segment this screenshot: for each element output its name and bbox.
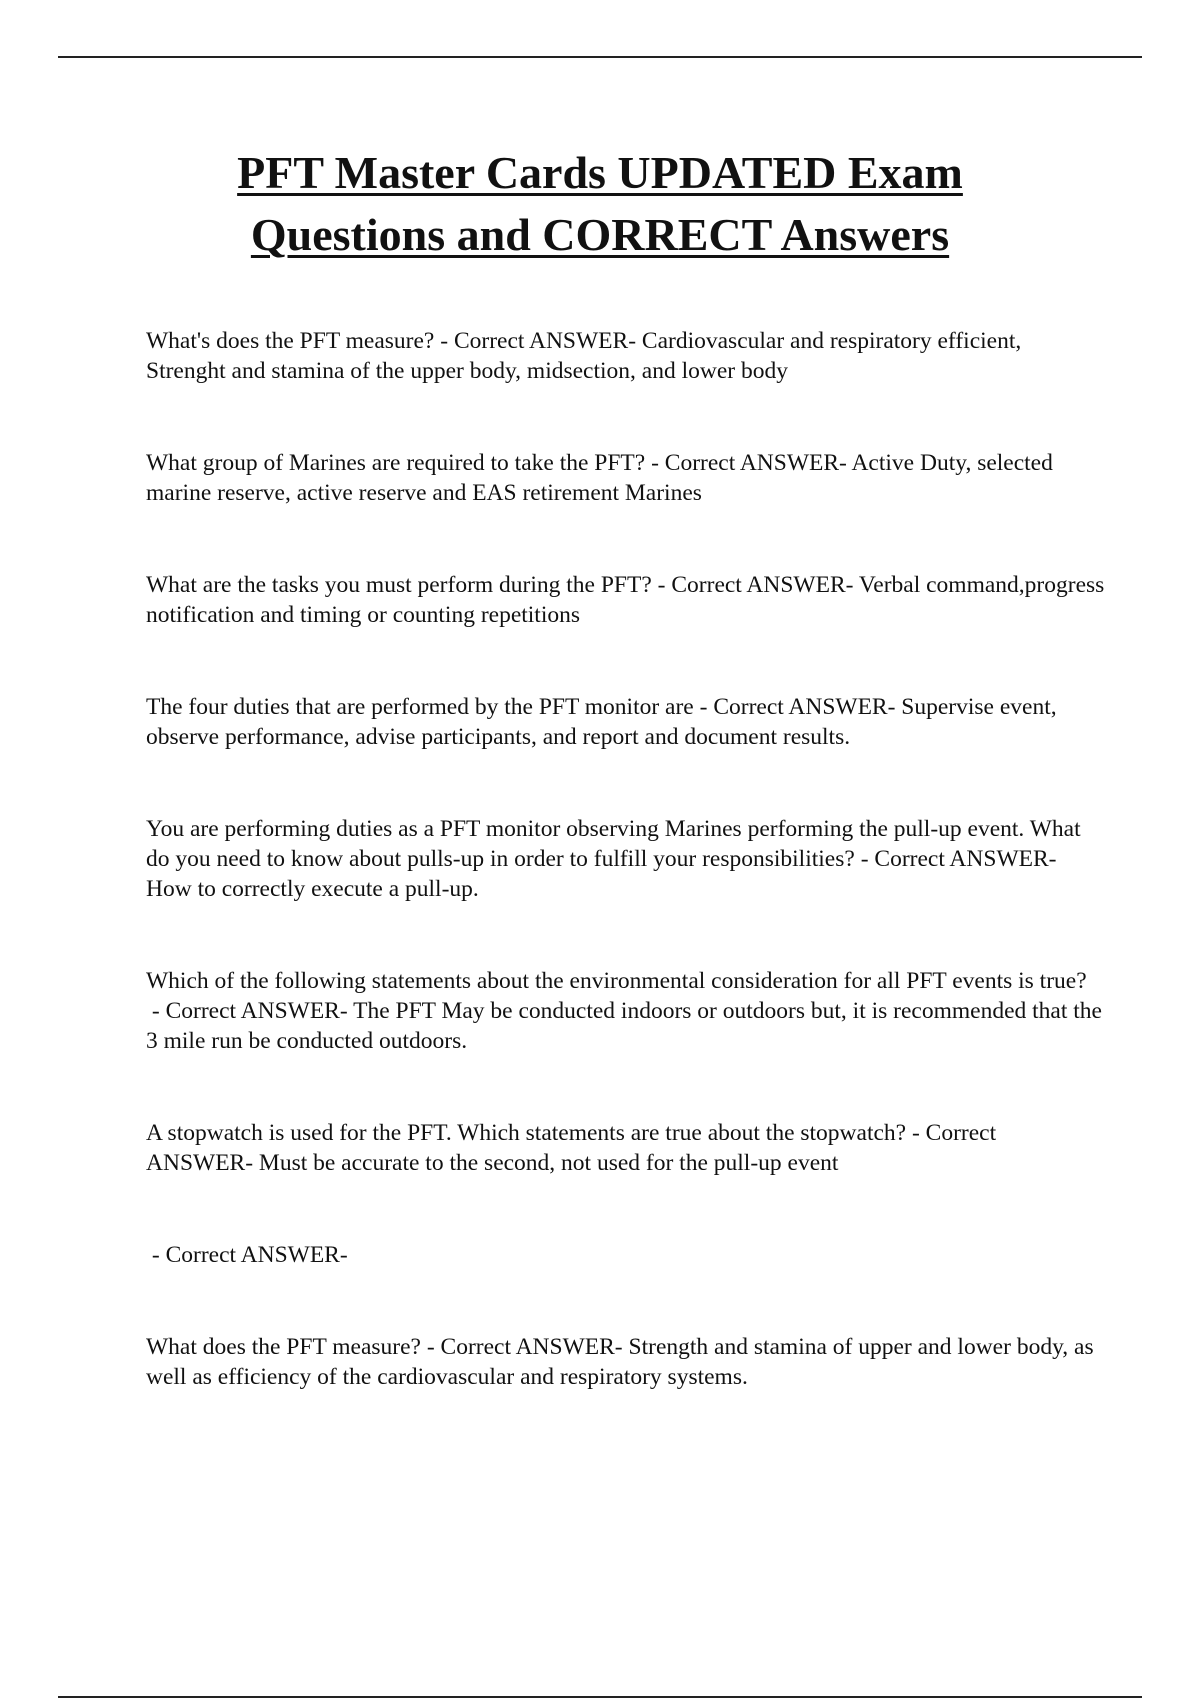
question-text: What are the tasks you must perform during the PFT? [146,572,652,598]
answer-label: Correct ANSWER- [664,450,852,476]
separator: - [420,1334,441,1360]
answer-text: Strength and stamina of upper and lower body, as well as efficiency of the cardiovascular and respiratory systems. [146,1334,1094,1390]
question-text: What does the PFT measure? [146,1334,421,1360]
qa-item-1 [146,326,1106,386]
answer-label: Correct ANSWER- [440,1334,629,1360]
question-text: A stopwatch is used for the PFT. Which statements are true about the stopwatch? [146,1120,907,1146]
qa-item-6 [146,966,1106,1056]
answer-text: Supervise event, observe performance, advise participants, and report and document results. [146,694,1057,750]
separator: - [651,572,672,598]
question-text: Which of the following statements about the environmental consideration for all PFT events is true? [146,968,1087,994]
answer-text: The PFT May be conducted indoors or outdoors but, it is recommended that the 3 mile run be conducted outdoors. [146,998,1102,1054]
answer-label: Correct ANSWER- [146,1120,997,1176]
question-text: What group of Marines are required to take the PFT? [146,450,646,476]
title-line-1: PFT Master Cards UPDATED Exam [237,147,963,198]
header-rule [58,56,1142,58]
separator: - [906,1120,926,1146]
separator: - [434,328,454,354]
qa-item-3 [146,570,1106,630]
separator: - [146,1242,166,1268]
qa-list [146,326,1106,1454]
answer-label: Correct ANSWER- [671,572,859,598]
answer-text: Verbal command,progress notification and timing or counting repetitions [146,572,1105,628]
question-text: You are performing duties as a PFT monitor observing Marines performing the pull-up event. What do you need to know about pulls-up in order to fulfill your responsibilities? [146,816,1081,872]
question-text: The four duties that are performed by the PFT monitor are [146,694,694,720]
answer-label: Correct ANSWER- [874,846,1057,872]
answer-text: Active Duty, selected marine reserve, active reserve and EAS retirement Marines [146,450,1053,506]
answer-label: Correct ANSWER- [713,694,902,720]
separator: - [854,846,875,872]
footer-rule [58,1696,1142,1698]
answer-label: Correct ANSWER- [165,998,354,1024]
qa-item-7 [146,1118,1106,1178]
page-title [100,142,1100,266]
answer-text: How to correctly execute a pull-up. [146,876,479,902]
qa-item-2 [146,448,1106,508]
qa-item-5 [146,814,1106,904]
qa-item-9 [146,1332,1106,1392]
separator: - [146,998,166,1024]
qa-item-8 [146,1240,1106,1270]
qa-item-4 [146,692,1106,752]
separator: - [645,450,665,476]
answer-text: Cardiovascular and respiratory efficient, Strenght and stamina of the upper body, midsection, and lower body [146,328,1022,384]
answer-label: Correct ANSWER- [165,1242,348,1268]
answer-text: Must be accurate to the second, not used for the pull-up event [258,1150,839,1176]
title-line-2: Questions and CORRECT Answers [250,209,950,260]
question-text: What's does the PFT measure? [146,328,435,354]
separator: - [693,694,714,720]
answer-label: Correct ANSWER- [453,328,642,354]
